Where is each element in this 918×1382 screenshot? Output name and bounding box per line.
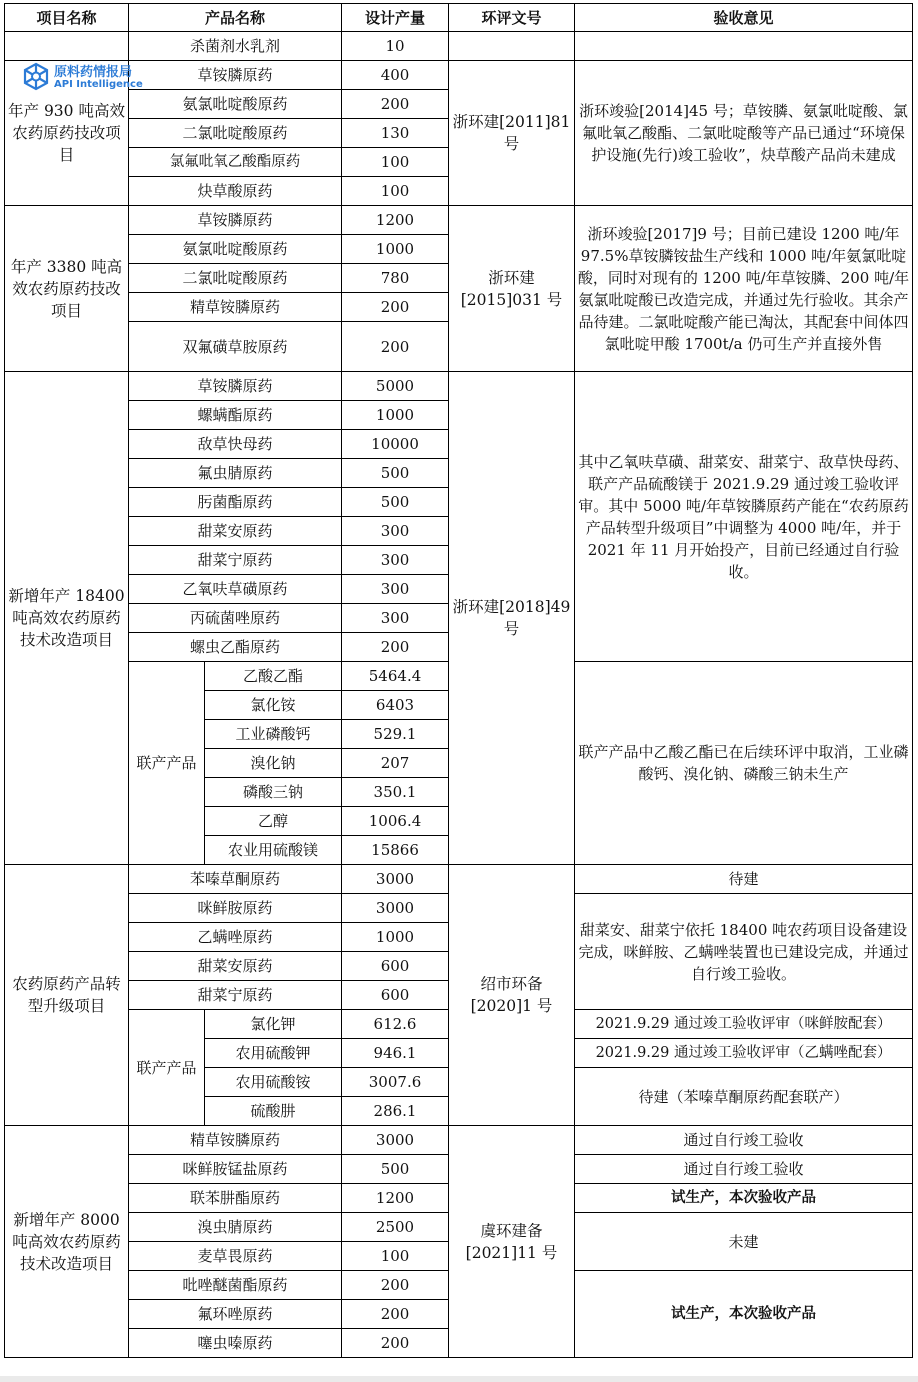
capacity-cell: 200 bbox=[342, 293, 449, 322]
table-row bbox=[5, 32, 913, 61]
header-remark: 验收意见 bbox=[575, 4, 913, 32]
capacity-cell: 6403 bbox=[342, 691, 449, 720]
product-cell: 杀菌剂水乳剂 bbox=[129, 32, 342, 61]
capacity-cell: 1000 bbox=[342, 401, 449, 430]
joint-product-label: 联产产品 bbox=[129, 662, 205, 865]
remark-cell: 联产产品中乙酸乙酯已在后续环评中取消，工业磷酸钙、溴化钠、磷酸三钠未生产 bbox=[575, 662, 913, 865]
eia-number: 虞环建备[2021]11 号 bbox=[449, 1126, 575, 1358]
product-cell: 草铵膦原药 bbox=[129, 372, 342, 401]
capacity-cell: 1000 bbox=[342, 235, 449, 264]
project-name: 新增年产 18400 吨高效农药原药技术改造项目 bbox=[5, 372, 129, 865]
product-cell: 氯化铵 bbox=[205, 691, 342, 720]
product-cell: 乙醇 bbox=[205, 807, 342, 836]
product-cell: 乙酸乙酯 bbox=[205, 662, 342, 691]
capacity-cell: 3007.6 bbox=[342, 1068, 449, 1097]
product-cell: 氨氯吡啶酸原药 bbox=[129, 90, 342, 119]
table-row bbox=[5, 61, 913, 90]
remark-cell: 试生产，本次验收产品 bbox=[575, 1184, 913, 1213]
product-cell: 农业用硫酸镁 bbox=[205, 836, 342, 865]
product-cell: 氟环唑原药 bbox=[129, 1300, 342, 1329]
header-capacity: 设计产量 bbox=[342, 4, 449, 32]
product-cell: 丙硫菌唑原药 bbox=[129, 604, 342, 633]
product-cell: 草铵膦原药 bbox=[129, 61, 342, 90]
capacity-cell: 500 bbox=[342, 1155, 449, 1184]
project-name: 农药原药产品转型升级项目 bbox=[5, 865, 129, 1126]
table-row bbox=[5, 865, 913, 894]
watermark-subtitle: API Intelligence bbox=[54, 79, 143, 90]
remark-cell: 2021.9.29 通过竣工验收评审（乙螨唑配套） bbox=[575, 1039, 913, 1068]
capacity-cell: 3000 bbox=[342, 865, 449, 894]
product-cell: 二氯吡啶酸原药 bbox=[129, 119, 342, 148]
capacity-cell: 5464.4 bbox=[342, 662, 449, 691]
capacity-cell: 200 bbox=[342, 1329, 449, 1358]
capacity-cell: 1000 bbox=[342, 923, 449, 952]
capacity-cell: 300 bbox=[342, 575, 449, 604]
product-cell: 咪鲜胺原药 bbox=[129, 894, 342, 923]
remark-cell: 其中乙氧呋草磺、甜菜安、甜菜宁、敌草快母药、联产产品硫酸镁于 2021.9.29 通过竣工验收评审。其中 5000 吨/年草铵膦原药产能在“农药原药产品转型升级项目”中调整为 4000 吨/年，并于 2021 年 11 月开始投产，目前已经通过自行验收。 bbox=[575, 372, 913, 662]
capacity-cell: 946.1 bbox=[342, 1039, 449, 1068]
remark-cell: 浙环竣验[2014]45 号；草铵膦、氨氯吡啶酸、氯氟吡氧乙酸酯、二氯吡啶酸等产品已通过“环境保护设施(先行)竣工验收”，炔草酸产品尚未建成 bbox=[575, 61, 913, 206]
product-cell: 双氟磺草胺原药 bbox=[129, 322, 342, 372]
product-cell: 肟菌酯原药 bbox=[129, 488, 342, 517]
product-cell: 精草铵膦原药 bbox=[129, 293, 342, 322]
table-row bbox=[5, 1126, 913, 1155]
eia-number: 浙环建[2018]49 号 bbox=[449, 372, 575, 865]
capacity-cell: 300 bbox=[342, 604, 449, 633]
product-cell: 噻虫嗪原药 bbox=[129, 1329, 342, 1358]
product-cell: 磷酸三钠 bbox=[205, 778, 342, 807]
product-cell: 甜菜安原药 bbox=[129, 517, 342, 546]
product-cell: 氨氯吡啶酸原药 bbox=[129, 235, 342, 264]
product-cell: 炔草酸原药 bbox=[129, 177, 342, 206]
capacity-cell: 130 bbox=[342, 119, 449, 148]
header-project: 项目名称 bbox=[5, 4, 129, 32]
project-name: 年产 930 吨高效农药原药技改项目 bbox=[5, 61, 129, 206]
product-cell: 螺虫乙酯原药 bbox=[129, 633, 342, 662]
product-cell: 溴化钠 bbox=[205, 749, 342, 778]
capacity-cell: 10000 bbox=[342, 430, 449, 459]
product-cell: 草铵膦原药 bbox=[129, 206, 342, 235]
product-cell: 咪鲜胺锰盐原药 bbox=[129, 1155, 342, 1184]
header-product: 产品名称 bbox=[129, 4, 342, 32]
product-cell: 吡唑醚菌酯原药 bbox=[129, 1271, 342, 1300]
header-eia: 环评文号 bbox=[449, 4, 575, 32]
capacity-cell: 780 bbox=[342, 264, 449, 293]
product-cell: 溴虫腈原药 bbox=[129, 1213, 342, 1242]
table-row bbox=[5, 206, 913, 235]
product-cell: 农用硫酸钾 bbox=[205, 1039, 342, 1068]
capacity-cell: 500 bbox=[342, 459, 449, 488]
product-cell: 二氯吡啶酸原药 bbox=[129, 264, 342, 293]
remark-cell: 待建（苯嗪草酮原药配套联产） bbox=[575, 1068, 913, 1126]
remark-cell: 浙环竣验[2017]9 号；目前已建设 1200 吨/年 97.5%草铵膦铵盐生产线和 1000 吨/年氨氯吡啶酸，同时对现有的 1200 吨/年草铵膦、200 吨/年氨氯吡啶酸已改造完成，并通过先行验收。其余产品待建。二氯吡啶酸产能已淘汰，其配套中间体四氯吡啶甲酸 1700t/a 仍可生产并直接外售 bbox=[575, 206, 913, 372]
capacity-cell: 200 bbox=[342, 633, 449, 662]
project-cell bbox=[5, 32, 129, 61]
eia-number: 浙环建[2015]031 号 bbox=[449, 206, 575, 372]
capacity-cell: 600 bbox=[342, 981, 449, 1010]
capacity-cell: 3000 bbox=[342, 894, 449, 923]
capacity-cell: 5000 bbox=[342, 372, 449, 401]
capacity-cell: 1006.4 bbox=[342, 807, 449, 836]
watermark-title: 原料药情报局 bbox=[54, 65, 133, 80]
capacity-cell: 200 bbox=[342, 322, 449, 372]
capacity-cell: 100 bbox=[342, 148, 449, 177]
capacity-cell: 10 bbox=[342, 32, 449, 61]
capacity-cell: 1200 bbox=[342, 1184, 449, 1213]
product-cell: 螺螨酯原药 bbox=[129, 401, 342, 430]
capacity-cell: 500 bbox=[342, 488, 449, 517]
eia-number: 绍市环备[2020]1 号 bbox=[449, 865, 575, 1126]
capacity-cell: 300 bbox=[342, 546, 449, 575]
product-cell: 氯氟吡氧乙酸酯原药 bbox=[129, 148, 342, 177]
product-cell: 麦草畏原药 bbox=[129, 1242, 342, 1271]
table-row bbox=[5, 372, 913, 401]
capacity-cell: 350.1 bbox=[342, 778, 449, 807]
project-name: 年产 3380 吨高效农药原药技改项目 bbox=[5, 206, 129, 372]
capacity-cell: 1200 bbox=[342, 206, 449, 235]
capacity-cell: 600 bbox=[342, 952, 449, 981]
product-cell: 精草铵膦原药 bbox=[129, 1126, 342, 1155]
document-page bbox=[4, 3, 913, 1358]
product-cell: 氯化钾 bbox=[205, 1010, 342, 1039]
capacity-cell: 612.6 bbox=[342, 1010, 449, 1039]
remark-cell: 2021.9.29 通过竣工验收评审（咪鲜胺配套） bbox=[575, 1010, 913, 1039]
capacity-cell: 286.1 bbox=[342, 1097, 449, 1126]
capacity-cell: 200 bbox=[342, 1300, 449, 1329]
product-cell: 联苯肼酯原药 bbox=[129, 1184, 342, 1213]
capacity-cell: 200 bbox=[342, 90, 449, 119]
capacity-cell: 100 bbox=[342, 1242, 449, 1271]
capacity-cell: 3000 bbox=[342, 1126, 449, 1155]
capacity-cell: 529.1 bbox=[342, 720, 449, 749]
capacity-cell: 207 bbox=[342, 749, 449, 778]
joint-product-label: 联产产品 bbox=[129, 1010, 205, 1126]
remark-cell: 通过自行竣工验收 bbox=[575, 1126, 913, 1155]
remark-cell bbox=[575, 32, 913, 61]
product-cell: 苯嗪草酮原药 bbox=[129, 865, 342, 894]
eia-number: 浙环建[2011]81 号 bbox=[449, 61, 575, 206]
remark-cell: 甜菜安、甜菜宁依托 18400 吨农药项目设备建设完成，咪鲜胺、乙螨唑装置也已建设完成，并通过自行竣工验收。 bbox=[575, 894, 913, 1010]
product-cell: 乙螨唑原药 bbox=[129, 923, 342, 952]
capacity-cell: 2500 bbox=[342, 1213, 449, 1242]
capacity-cell: 200 bbox=[342, 1271, 449, 1300]
product-cell: 农用硫酸铵 bbox=[205, 1068, 342, 1097]
product-cell: 甜菜宁原药 bbox=[129, 546, 342, 575]
product-cell: 甜菜宁原药 bbox=[129, 981, 342, 1010]
remark-cell: 待建 bbox=[575, 865, 913, 894]
product-cell: 硫酸肼 bbox=[205, 1097, 342, 1126]
remark-cell: 未建 bbox=[575, 1213, 913, 1271]
eia-cell bbox=[449, 32, 575, 61]
page-bottom-edge bbox=[0, 1376, 918, 1382]
capacity-cell: 15866 bbox=[342, 836, 449, 865]
product-cell: 乙氧呋草磺原药 bbox=[129, 575, 342, 604]
product-cell: 甜菜安原药 bbox=[129, 952, 342, 981]
product-cell: 氟虫腈原药 bbox=[129, 459, 342, 488]
capacity-cell: 100 bbox=[342, 177, 449, 206]
remark-cell: 通过自行竣工验收 bbox=[575, 1155, 913, 1184]
acceptance-table bbox=[4, 3, 913, 1358]
capacity-cell: 400 bbox=[342, 61, 449, 90]
capacity-cell: 300 bbox=[342, 517, 449, 546]
project-name: 新增年产 8000 吨高效农药原药技术改造项目 bbox=[5, 1126, 129, 1358]
product-cell: 工业磷酸钙 bbox=[205, 720, 342, 749]
product-cell: 敌草快母药 bbox=[129, 430, 342, 459]
header-row bbox=[5, 4, 913, 32]
remark-cell: 试生产，本次验收产品 bbox=[575, 1271, 913, 1358]
